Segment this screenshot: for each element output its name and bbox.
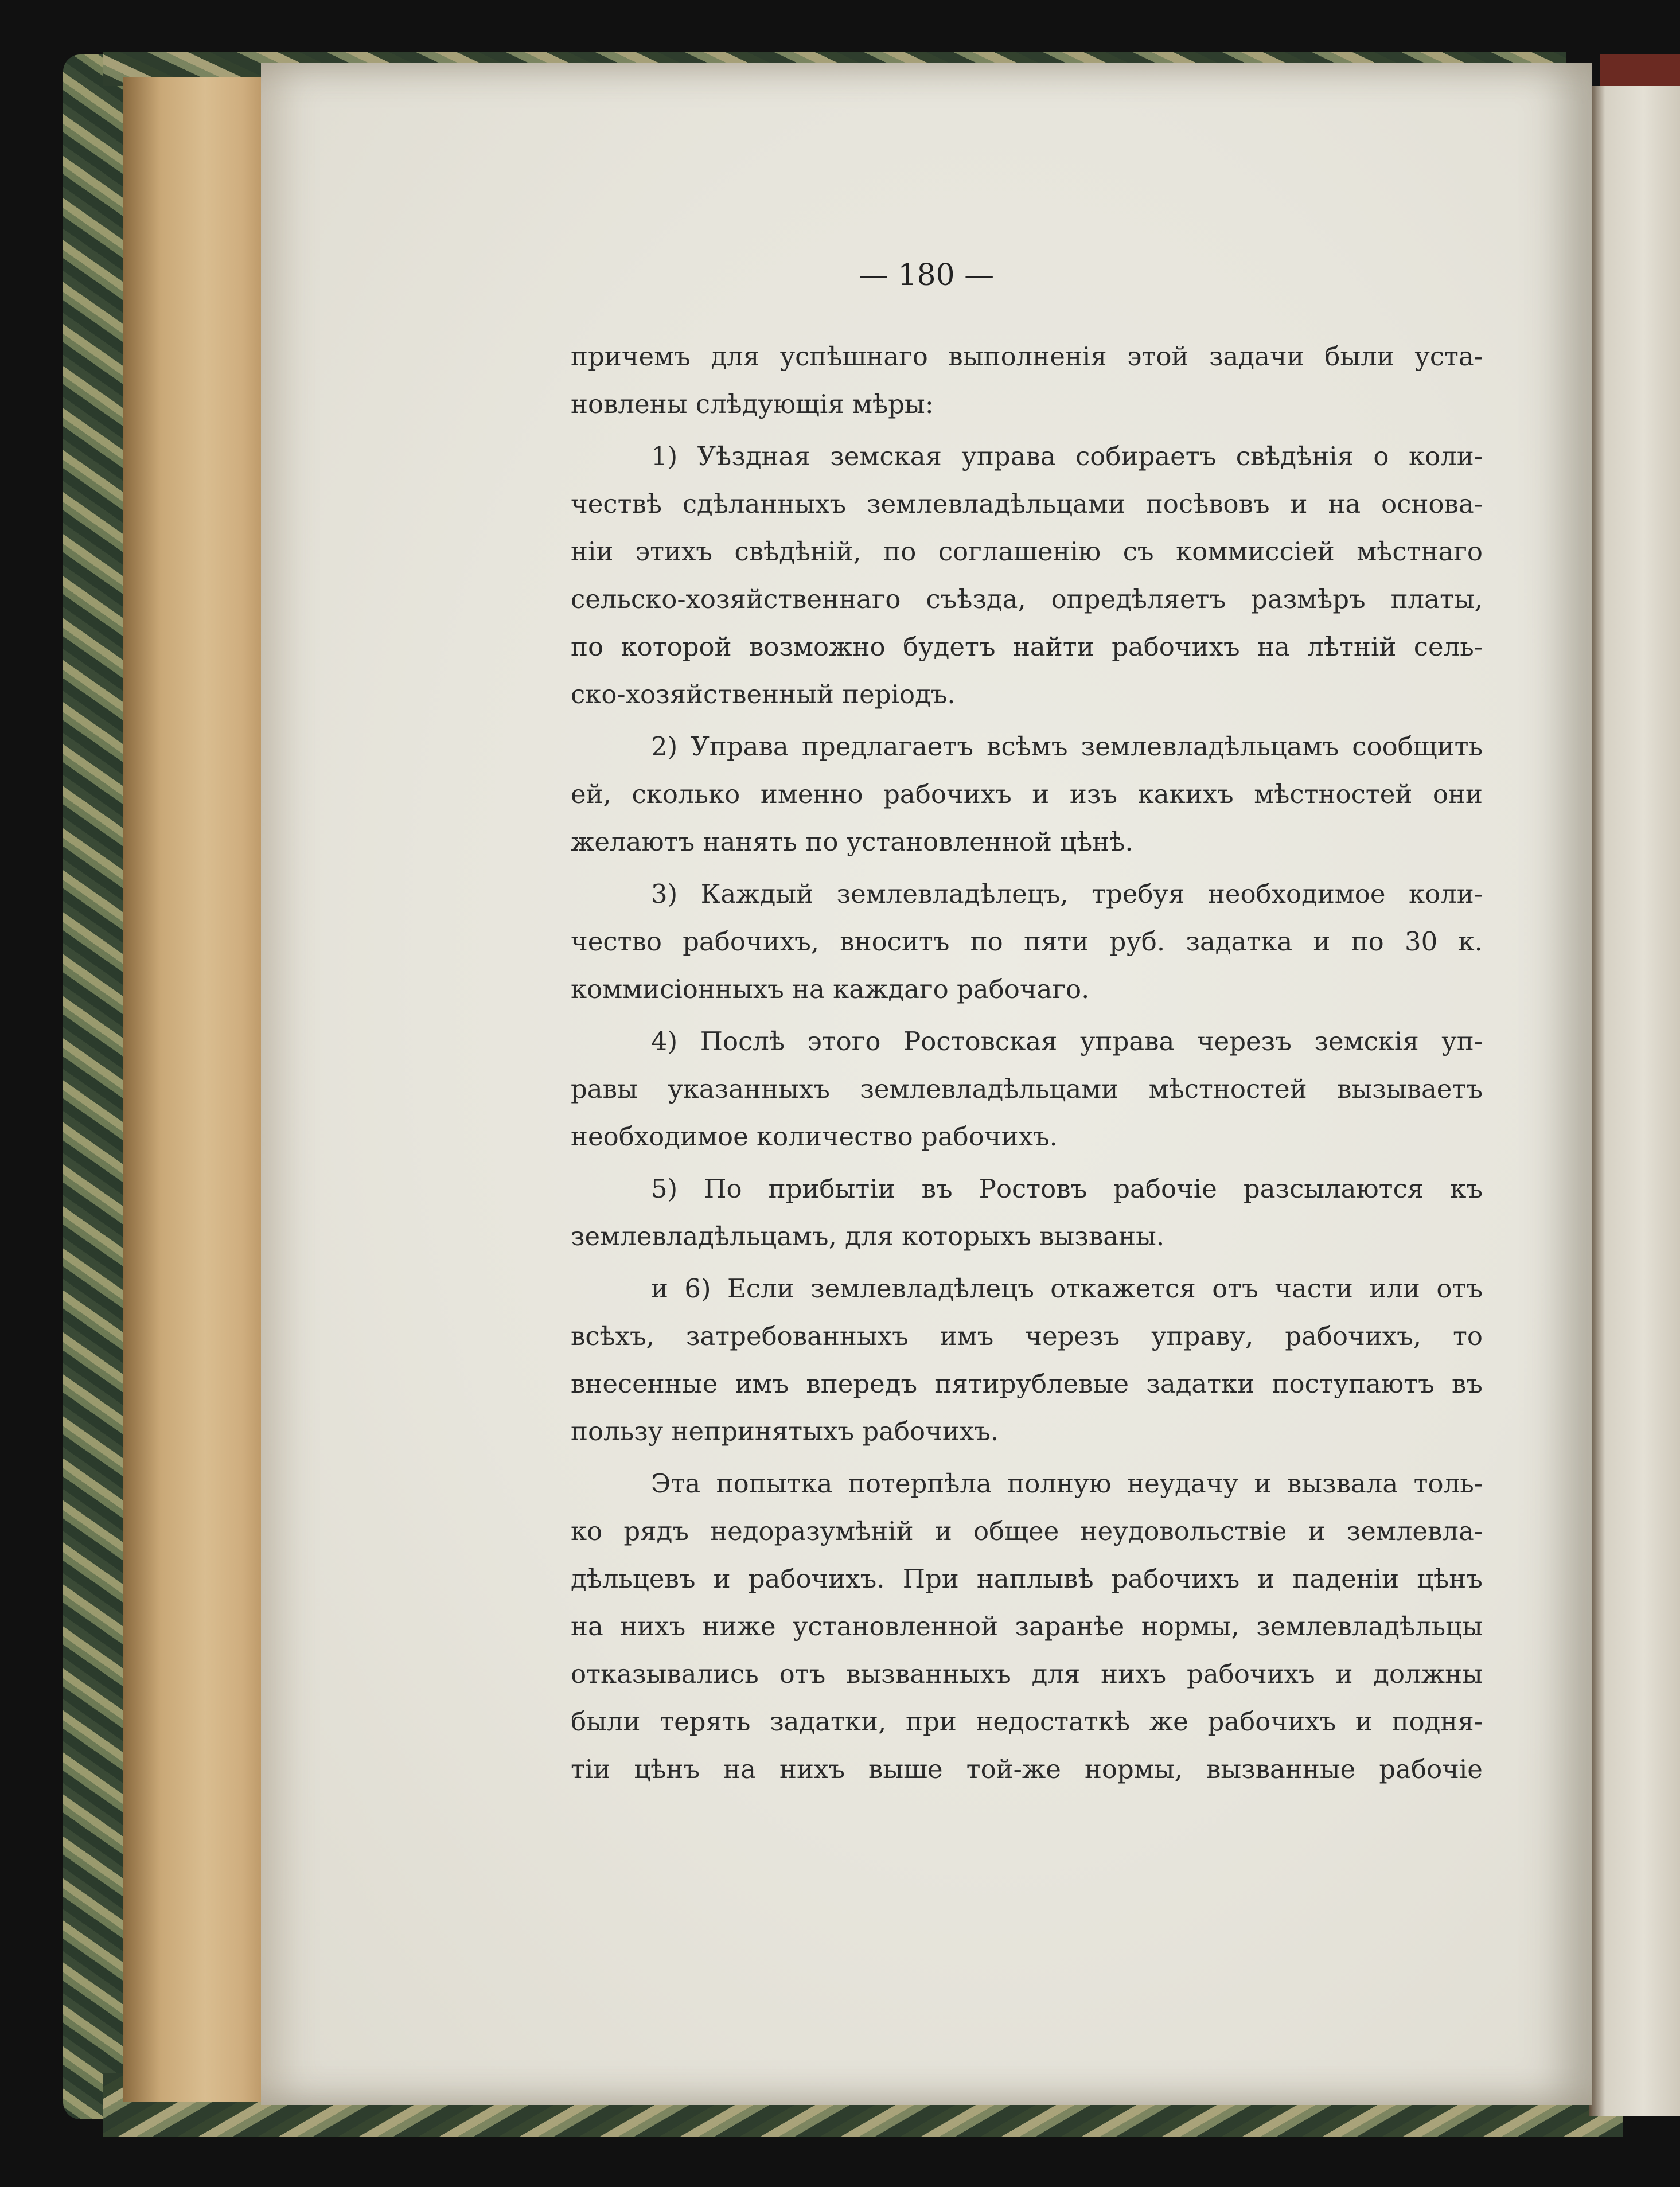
text-line: необходимое количество рабочихъ. [571, 1121, 1058, 1152]
text-line: ско-хозяйственный періодъ. [571, 679, 956, 709]
text-line: 4) Послѣ этого Ростовская управа черезъ земскія уп- [651, 1026, 1483, 1057]
binding-spine [1600, 54, 1680, 89]
text-line: внесенные имъ впередъ пятирублевые задатки поступаютъ въ [571, 1369, 1483, 1399]
text-line: 1) Уѣздная земская управа собираетъ свѣдѣнія о коли- [651, 441, 1483, 471]
text-line: желаютъ нанять по установленной цѣнѣ. [571, 827, 1133, 857]
text-line: 2) Управа предлагаетъ всѣмъ землевладѣльцамъ сообщить [651, 731, 1483, 762]
text-line: и 6) Если землевладѣлецъ откажется отъ части или отъ [651, 1273, 1483, 1304]
text-line: чествѣ сдѣланныхъ землевладѣльцами посѣвовъ и на основа- [571, 489, 1483, 519]
text-line: ей, сколько именно рабочихъ и изъ какихъ мѣстностей они [571, 779, 1483, 809]
text-line: коммисіонныхъ на каждаго рабочаго. [571, 974, 1090, 1004]
text-line: всѣхъ, затребованныхъ имъ черезъ управу, рабочихъ, то [571, 1321, 1483, 1351]
next-page-edge [1589, 86, 1680, 2116]
text-line: пользу непринятыхъ рабочихъ. [571, 1416, 999, 1447]
text-line: 5) По прибытіи въ Ростовъ рабочіе разсылаются къ [651, 1174, 1483, 1204]
text-line: ко рядъ недоразумѣній и общее неудовольствіе и землевла- [571, 1516, 1483, 1546]
text-line: тіи цѣнъ на нихъ выше той-же нормы, вызванные рабочіе [571, 1754, 1483, 1784]
page-text [571, 333, 1483, 1793]
text-line: Эта попытка потерпѣла полную неудачу и вызвала толь- [651, 1468, 1483, 1499]
page-number: — 180 — [858, 258, 995, 293]
text-line: были терять задатки, при недостаткѣ же рабочихъ и подня- [571, 1706, 1483, 1737]
text-line: дѣльцевъ и рабочихъ. При наплывѣ рабочихъ и паденіи цѣнъ [571, 1564, 1483, 1594]
text-line: сельско-хозяйственнаго съѣзда, опредѣляетъ размѣръ платы, [571, 584, 1483, 614]
page-edges [123, 77, 272, 2102]
text-line: на нихъ ниже установленной заранѣе нормы, землевладѣльцы [571, 1611, 1483, 1642]
text-line: чество рабочихъ, вноситъ по пяти руб. задатка и по 30 к. [571, 926, 1483, 957]
text-line: равы указанныхъ землевладѣльцами мѣстностей вызываетъ [571, 1074, 1483, 1104]
text-line: 3) Каждый землевладѣлецъ, требуя необходимое коли- [651, 879, 1483, 909]
text-line: ніи этихъ свѣдѣній, по соглашенію съ коммиссіей мѣстнаго [571, 536, 1483, 567]
text-line: новлены слѣдующія мѣры: [571, 389, 934, 419]
text-line: землевладѣльцамъ, для которыхъ вызваны. [571, 1221, 1165, 1252]
text-line: отказывались отъ вызванныхъ для нихъ рабочихъ и должны [571, 1659, 1483, 1689]
text-line: по которой возможно будетъ найти рабочихъ на лѣтній сель- [571, 631, 1483, 662]
text-line: причемъ для успѣшнаго выполненія этой задачи были уста- [571, 341, 1483, 372]
